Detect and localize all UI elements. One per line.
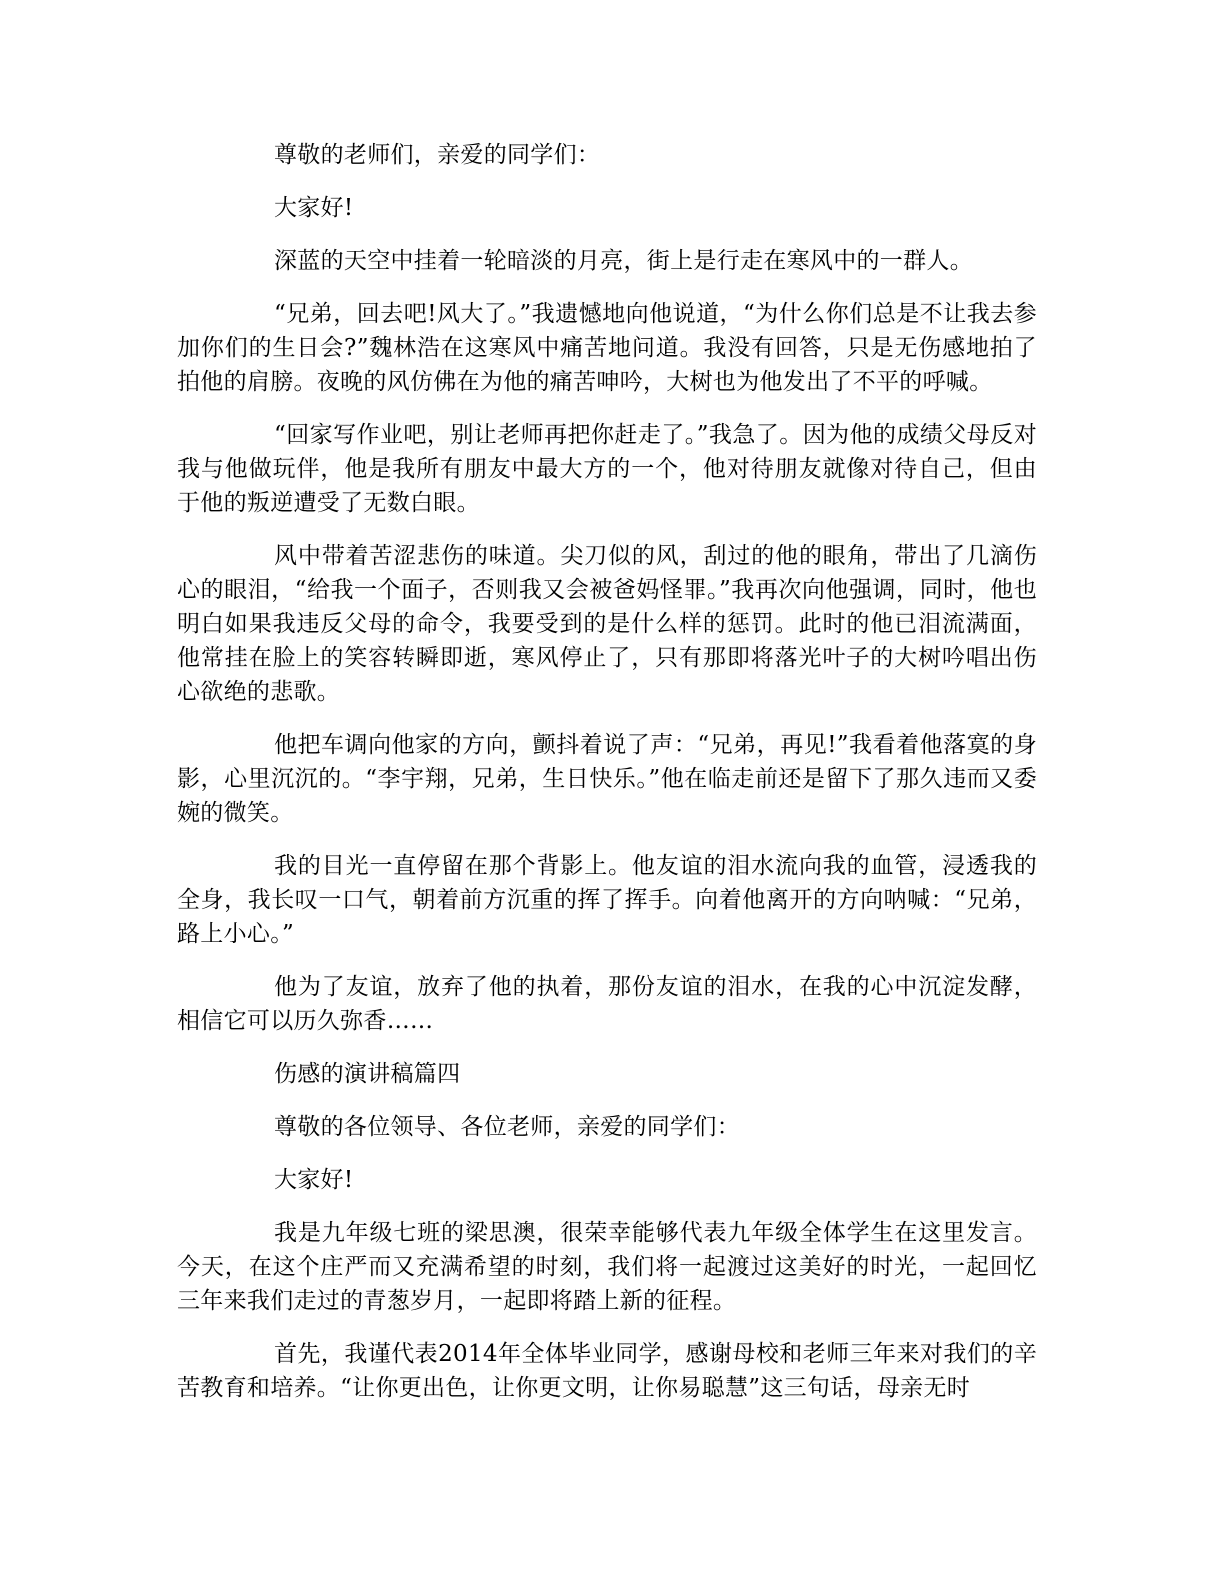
salutation-paragraph: 大家好! xyxy=(274,1167,354,1193)
body-paragraph: 我的目光一直停留在那个背影上。他友谊的泪水流向我的血管，浸透我的全身，我长叹一口气，朝着前方沉重的挥了挥手。向着他离开的方向呐喊：“兄弟，路上小心。” xyxy=(177,853,1037,947)
greeting-paragraph: 尊敬的老师们，亲爱的同学们： xyxy=(274,142,601,168)
body-paragraph: 深蓝的天空中挂着一轮暗淡的月亮，街上是行走在寒风中的一群人。 xyxy=(274,248,973,274)
body-paragraph: 首先，我谨代表2014年全体毕业同学，感谢母校和老师三年来对我们的辛苦教育和培养。“让你更出色，让你更文明，让你易聪慧”这三句话，母亲无时 xyxy=(177,1341,1037,1401)
body-paragraph: 我是九年级七班的梁思澳，很荣幸能够代表九年级全体学生在这里发言。今天，在这个庄严而又充满希望的时刻，我们将一起渡过这美好的时光，一起回忆三年来我们走过的青葱岁月，一起即将踏上新的征程。 xyxy=(177,1220,1037,1314)
section-heading: 伤感的演讲稿篇四 xyxy=(274,1061,461,1087)
salutation-paragraph: 大家好! xyxy=(274,195,354,221)
document-body xyxy=(177,138,1037,1424)
body-paragraph: “兄弟，回去吧!风大了。”我遗憾地向他说道，“为什么你们总是不让我去参加你们的生日会?”魏林浩在这寒风中痛苦地问道。我没有回答，只是无伤感地拍了拍他的肩膀。夜晚的风仿佛在为他的痛苦呻吟，大树也为他发出了不平的呼喊。 xyxy=(177,301,1037,395)
body-paragraph: 他为了友谊，放弃了他的执着，那份友谊的泪水，在我的心中沉淀发酵，相信它可以历久弥香…… xyxy=(177,974,1037,1034)
body-paragraph: 他把车调向他家的方向，颤抖着说了声：“兄弟，再见!”我看着他落寞的身影，心里沉沉的。“李宇翔，兄弟，生日快乐。”他在临走前还是留下了那久违而又委婉的微笑。 xyxy=(177,732,1037,826)
body-paragraph: 风中带着苦涩悲伤的味道。尖刀似的风，刮过的他的眼角，带出了几滴伤心的眼泪，“给我一个面子，否则我又会被爸妈怪罪。”我再次向他强调，同时，他也明白如果我违反父母的命令，我要受到的是什么样的惩罚。此时的他已泪流满面，他常挂在脸上的笑容转瞬即逝，寒风停止了，只有那即将落光叶子的大树吟唱出伤心欲绝的悲歌。 xyxy=(177,543,1037,705)
greeting-paragraph: 尊敬的各位领导、各位老师，亲爱的同学们： xyxy=(274,1114,740,1140)
body-paragraph: “回家写作业吧，别让老师再把你赶走了。”我急了。因为他的成绩父母反对我与他做玩伴，他是我所有朋友中最大方的一个，他对待朋友就像对待自己，但由于他的叛逆遭受了无数白眼。 xyxy=(177,422,1037,516)
